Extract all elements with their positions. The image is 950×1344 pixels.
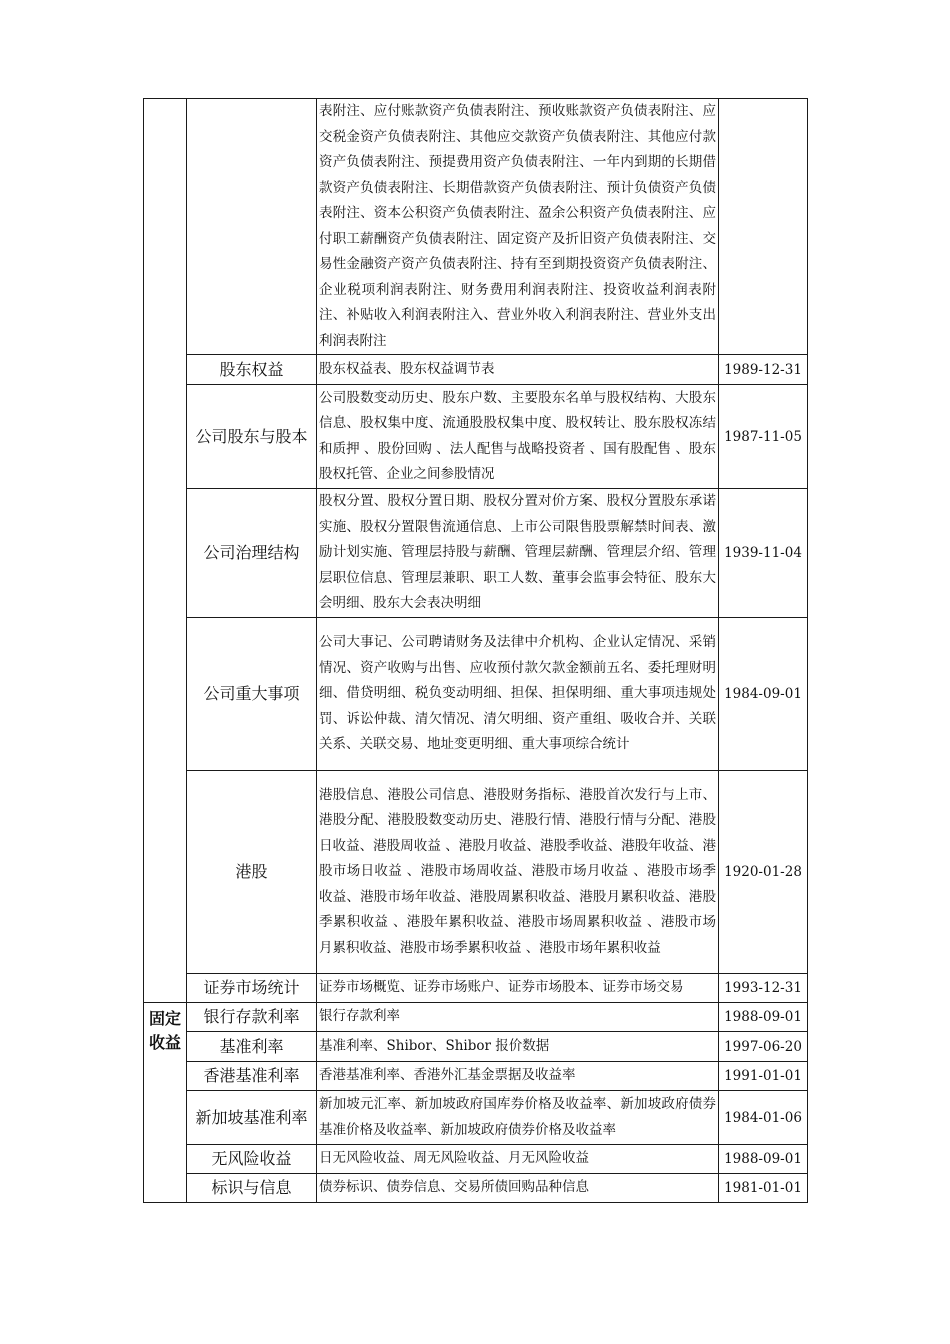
table-row (144, 1091, 808, 1145)
subcategory-cell: 证券市场统计 (187, 974, 317, 1003)
table-row (144, 1062, 808, 1091)
subcategory-cell: 股东权益 (187, 355, 317, 385)
subcategory-cell (187, 99, 317, 355)
subcategory-cell: 香港基准利率 (187, 1062, 317, 1091)
table-row (144, 385, 808, 489)
description-cell: 表附注、应付账款资产负债表附注、预收账款资产负债表附注、应交税金资产负债表附注、其他应交款资产负债表附注、其他应付款资产负债表附注、预提费用资产负债表附注、一年内到期的长期借款资产负债表附注、长期借款资产负债表附注、预计负债资产负债表附注、资本公积资产负债表附注、盈余公积资产负债表附注、应付职工薪酬资产负债表附注、固定资产及折旧资产负债表附注、交易性金融资产资产负债表附注、持有至到期投资资产负债表附注、企业税项利润表附注、财务费用利润表附注、投资收益利润表附注、补贴收入利润表附注入、营业外收入利润表附注、营业外支出利润表附注 (317, 99, 719, 355)
category-cell (144, 99, 187, 1003)
description-cell: 公司股数变动历史、股东户数、主要股东名单与股权结构、大股东信息、股权集中度、流通股股权集中度、股权转让、股东股权冻结和质押 、股份回购 、法人配售与战略投资者 、国有股配售 、股东股权托管、企业之间参股情况 (317, 385, 719, 489)
description-cell: 日无风险收益、周无风险收益、月无风险收益 (317, 1145, 719, 1174)
description-cell: 股权分置、股权分置日期、股权分置对价方案、股权分置股东承诺实施、股权分置限售流通信息、上市公司限售股票解禁时间表、激励计划实施、管理层持股与薪酬、管理层薪酬、管理层介绍、管理层职位信息、管理层兼职、职工人数、董事会监事会特征、股东大会明细、股东大会表决明细 (317, 489, 719, 618)
subcategory-cell: 公司股东与股本 (187, 385, 317, 489)
date-cell (719, 99, 808, 355)
table-row (144, 489, 808, 618)
date-cell: 1988-09-01 (719, 1003, 808, 1032)
subcategory-cell: 无风险收益 (187, 1145, 317, 1174)
subcategory-cell: 基准利率 (187, 1032, 317, 1062)
data-catalog-table (143, 98, 808, 1203)
date-cell: 1991-01-01 (719, 1062, 808, 1091)
subcategory-cell: 标识与信息 (187, 1174, 317, 1203)
table-row (144, 99, 808, 355)
date-cell: 1993-12-31 (719, 974, 808, 1003)
table-row (144, 1174, 808, 1203)
description-cell: 新加坡元汇率、新加坡政府国库券价格及收益率、新加坡政府债券基准价格及收益率、新加坡政府债券价格及收益率 (317, 1091, 719, 1145)
description-cell: 债券标识、债券信息、交易所债回购品种信息 (317, 1174, 719, 1203)
table-row (144, 974, 808, 1003)
table-row (144, 1032, 808, 1062)
description-cell: 公司大事记、公司聘请财务及法律中介机构、企业认定情况、采销情况、资产收购与出售、应收预付款欠款金额前五名、委托理财明细、借贷明细、税负变动明细、担保、担保明细、重大事项违规处罚、诉讼仲裁、清欠情况、清欠明细、资产重组、吸收合并、关联关系、关联交易、地址变更明细、重大事项综合统计 (317, 618, 719, 771)
date-cell: 1939-11-04 (719, 489, 808, 618)
date-cell: 1984-01-06 (719, 1091, 808, 1145)
category-cell: 固定收益 (144, 1003, 187, 1203)
date-cell: 1997-06-20 (719, 1032, 808, 1062)
table-row (144, 1003, 808, 1032)
date-cell: 1920-01-28 (719, 771, 808, 974)
subcategory-cell: 公司治理结构 (187, 489, 317, 618)
description-cell: 港股信息、港股公司信息、港股财务指标、港股首次发行与上市、港股分配、港股股数变动历史、港股行情、港股行情与分配、港股日收益、港股周收益 、港股月收益、港股季收益、港股年收益、港股市场日收益 、港股市场周收益、港股市场月收益 、港股市场季收益、港股市场年收益、港股周累积收益、港股月累积收益、港股季累积收益 、港股年累积收益、港股市场周累积收益 、港股市场月累积收益、港股市场季累积收益 、港股市场年累积收益 (317, 771, 719, 974)
date-cell: 1987-11-05 (719, 385, 808, 489)
description-cell: 银行存款利率 (317, 1003, 719, 1032)
date-cell: 1984-09-01 (719, 618, 808, 771)
subcategory-cell: 新加坡基准利率 (187, 1091, 317, 1145)
description-cell: 香港基准利率、香港外汇基金票据及收益率 (317, 1062, 719, 1091)
date-cell: 1989-12-31 (719, 355, 808, 385)
description-cell: 基准利率、Shibor、Shibor 报价数据 (317, 1032, 719, 1062)
subcategory-cell: 港股 (187, 771, 317, 974)
table-row (144, 1145, 808, 1174)
table-row (144, 618, 808, 771)
subcategory-cell: 公司重大事项 (187, 618, 317, 771)
table-row (144, 355, 808, 385)
description-cell: 证券市场概览、证券市场账户、证券市场股本、证券市场交易 (317, 974, 719, 1003)
description-cell: 股东权益表、股东权益调节表 (317, 355, 719, 385)
date-cell: 1988-09-01 (719, 1145, 808, 1174)
table-row (144, 771, 808, 974)
subcategory-cell: 银行存款利率 (187, 1003, 317, 1032)
date-cell: 1981-01-01 (719, 1174, 808, 1203)
